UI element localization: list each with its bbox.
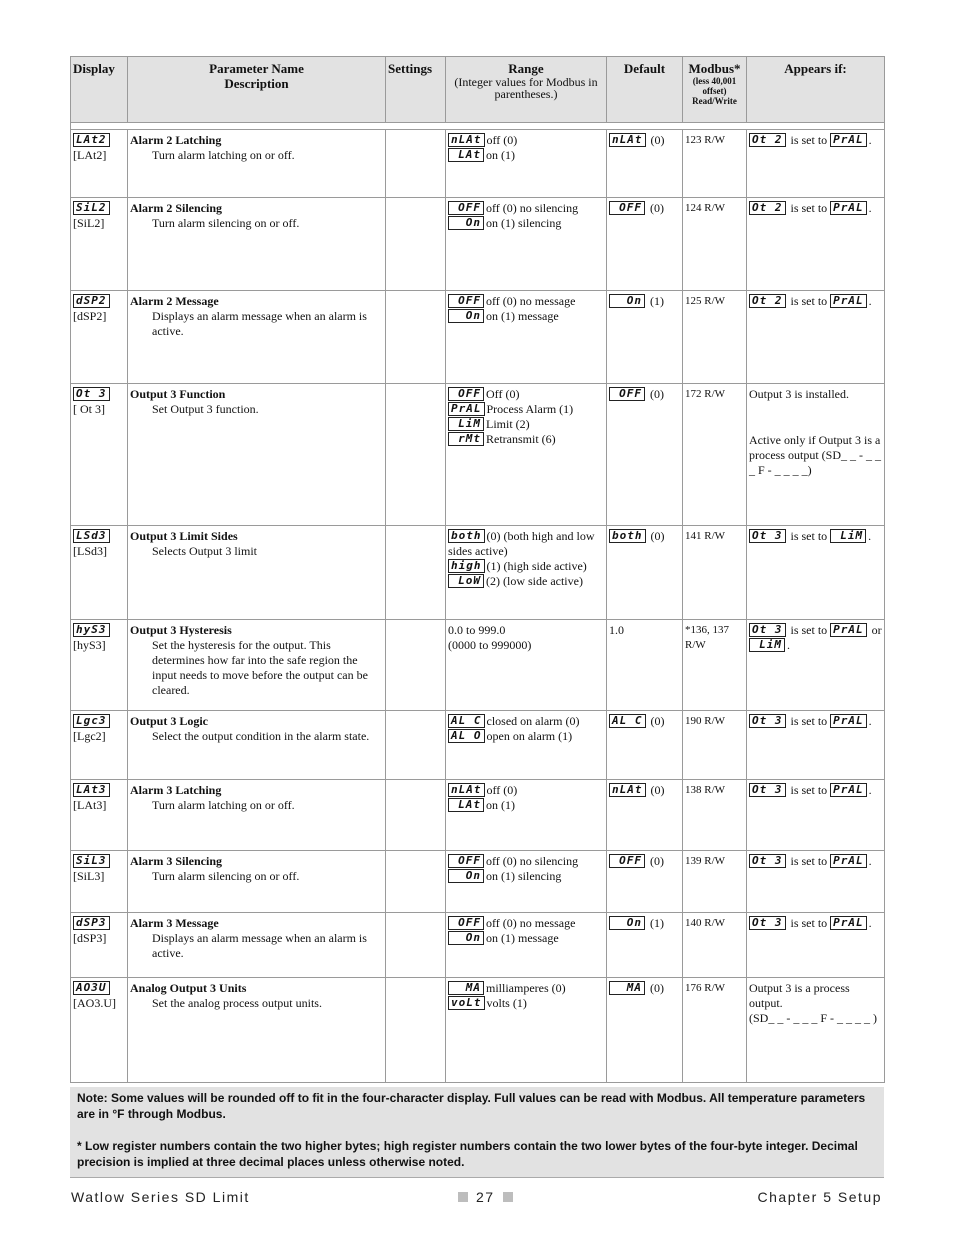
appears-text: Active only if Output 3 is a process output (SD_ _ - _ _ _ F - _ _ _ _) [749,433,881,477]
square-icon [503,1192,513,1202]
range-text: Limit (2) [486,417,530,431]
range-text: (1) (high side active) [486,559,587,573]
range-text: off (0) no message [486,294,576,308]
parameter-description: Displays an alarm message when an alarm is active. [152,309,367,338]
appears-end: . [868,294,872,308]
default-cell [607,780,683,851]
range-option [448,133,604,148]
display-code: dSP2 [73,294,110,308]
appears-code: LiM [830,529,866,543]
display-code: Ot 3 [73,387,110,401]
parameter-cell [128,384,386,526]
default-code: nLAt [609,783,646,797]
modbus-cell: 190 R/W [683,711,747,780]
default-code: On [609,294,645,308]
range-option [448,294,604,309]
header-range-sub: (Integer values for Modbus in parentheses.) [454,75,598,101]
default-text: (1) [650,916,664,930]
display-label: [AO3.U] [73,996,116,1010]
parameter-cell [128,130,386,198]
spacer-cell [71,123,885,130]
range-code: On [448,931,484,945]
appears-text: is set to [790,783,828,797]
appears-text: Output 3 is a process output. [749,981,850,1010]
appears-code: Ot 3 [749,916,786,930]
display-cell [71,978,128,1083]
default-text: (0) [650,529,665,543]
range-code: voLt [448,996,485,1010]
parameter-description: Turn alarm latching on or off. [152,148,295,162]
header-default: Default [607,57,683,123]
parameter-description: Selects Output 3 limit [152,544,257,558]
range-option [448,148,604,163]
parameter-description: Turn alarm silencing on or off. [152,869,300,883]
range-text: 0.0 to 999.0 [448,623,506,637]
range-option [448,417,604,432]
header-modbus-rw: Read/Write [692,96,737,106]
range-text: volts (1) [486,996,527,1010]
range-code: MA [448,981,484,995]
appears-code: Ot 3 [749,529,786,543]
settings-cell [386,620,446,711]
appears-text: is set to [790,916,828,930]
parameter-description: Select the output condition in the alarm state. [152,729,370,743]
table-row [71,198,885,291]
range-option [448,432,604,447]
modbus-cell: 172 R/W [683,384,747,526]
header-modbus-title: Modbus* [688,61,741,76]
display-label: [SiL2] [73,216,105,230]
appears-text: is set to [790,623,828,637]
range-code: PrAL [448,402,485,416]
parameter-cell [128,780,386,851]
settings-cell [386,291,446,384]
appears-code: PrAL [830,623,867,637]
default-text: (0) [650,133,665,147]
range-code: OFF [448,201,484,215]
appears-code: Ot 2 [749,201,786,215]
range-cell [446,291,607,384]
settings-cell [386,198,446,291]
settings-cell [386,780,446,851]
parameter-name: Output 3 Logic [130,714,209,728]
range-code: AL O [448,729,485,743]
header-parameter [128,57,386,123]
parameter-cell [128,978,386,1083]
display-cell [71,851,128,913]
range-code: high [448,559,485,573]
appears-text: is set to [790,714,828,728]
display-code: AO3U [73,981,110,995]
display-label: [hyS3] [73,638,106,652]
appears-code: PrAL [830,916,867,930]
settings-cell [386,130,446,198]
header-range-title: Range [508,61,544,76]
display-code: LAt3 [73,783,110,797]
display-code: SiL3 [73,854,110,868]
appears-code: PrAL [830,201,867,215]
range-cell [446,711,607,780]
default-cell [607,526,683,620]
appears-code: PrAL [830,854,867,868]
display-cell [71,711,128,780]
range-option [448,309,604,324]
default-text: (0) [650,854,664,868]
default-code: AL C [609,714,646,728]
appears-text: (SD_ _ - _ _ _ F - _ _ _ _ ) [749,1011,877,1025]
appears-cell [747,711,885,780]
header-modbus [683,57,747,123]
display-code: SiL2 [73,201,110,215]
range-cell [446,526,607,620]
appears-end: . [868,714,872,728]
range-code: both [448,529,485,543]
settings-cell [386,913,446,978]
table-header-row [71,57,885,123]
default-code: nLAt [609,133,646,147]
header-modbus-offset: (less 40,001 offset) [692,76,737,96]
range-text: Process Alarm (1) [486,402,574,416]
range-text: Off (0) [486,387,520,401]
range-code: LAt [448,798,484,812]
range-text: on (1) [486,798,515,812]
parameter-name: Output 3 Hysteresis [130,623,232,637]
display-label: [SiL3] [73,869,105,883]
default-text: (0) [650,783,665,797]
range-option [448,201,604,216]
default-cell [607,291,683,384]
range-code: OFF [448,387,484,401]
parameter-name: Alarm 3 Message [130,916,219,930]
appears-cell [747,198,885,291]
page-footer [70,1189,882,1209]
range-cell [446,384,607,526]
default-text: (0) [650,981,664,995]
appears-end: . [868,854,872,868]
modbus-cell: 140 R/W [683,913,747,978]
modbus-cell: 176 R/W [683,978,747,1083]
parameter-name: Alarm 2 Silencing [130,201,222,215]
note-rounding: Note: Some values will be rounded off to fit in the four-character display. Full values can be read with Modbus. All temperature parameters are in °F through Modbus. [77,1091,866,1121]
display-label: [LAt2] [73,148,107,162]
appears-cell [747,913,885,978]
parameter-name: Alarm 3 Silencing [130,854,222,868]
range-option [448,869,604,884]
settings-cell [386,384,446,526]
display-code: LSd3 [73,529,110,543]
header-range [446,57,607,123]
parameter-cell [128,851,386,913]
default-cell [607,711,683,780]
range-text: closed on alarm (0) [486,714,580,728]
default-code: OFF [609,387,645,401]
default-cell [607,913,683,978]
range-code: On [448,869,484,883]
range-text: on (1) message [486,309,559,323]
parameter-description: Set the analog process output units. [152,996,322,1010]
range-cell [446,780,607,851]
range-code: OFF [448,854,484,868]
appears-text: Output 3 is installed. [749,387,849,401]
header-parameter-desc: Description [224,76,289,91]
range-code: On [448,309,484,323]
table-body [71,123,885,1083]
default-code: OFF [609,201,645,215]
display-label: [LSd3] [73,544,107,558]
table-row [71,978,885,1083]
range-option [448,729,604,744]
range-text: off (0) [486,783,518,797]
default-cell [607,198,683,291]
display-code: dSP3 [73,916,110,930]
settings-cell [386,851,446,913]
appears-text: is set to [790,529,828,543]
range-code: OFF [448,294,484,308]
appears-code: Ot 3 [749,783,786,797]
table-row [71,130,885,198]
range-cell [446,851,607,913]
parameter-name: Analog Output 3 Units [130,981,247,995]
default-code: both [609,529,646,543]
display-cell [71,780,128,851]
range-code: LAt [448,148,484,162]
table-row [71,711,885,780]
range-text: (0000 to 999000) [448,638,532,652]
parameter-description: Turn alarm latching on or off. [152,798,295,812]
parameter-description: Displays an alarm message when an alarm is active. [152,931,367,960]
range-text: milliamperes (0) [486,981,566,995]
appears-cell [747,291,885,384]
appears-code: Ot 2 [749,133,786,147]
display-code: LAt2 [73,133,110,147]
modbus-cell: 141 R/W [683,526,747,620]
appears-cell [747,130,885,198]
parameter-name: Output 3 Limit Sides [130,529,238,543]
range-option [448,216,604,231]
header-parameter-name: Parameter Name [209,61,304,76]
table-row [71,780,885,851]
appears-code: PrAL [830,294,867,308]
default-cell [607,130,683,198]
range-text: (0) (both high and low sides active) [448,529,595,558]
appears-cell [747,620,885,711]
range-option [448,916,604,931]
range-cell [446,198,607,291]
table-row [71,620,885,711]
range-cell [446,130,607,198]
settings-cell [386,526,446,620]
range-text: on (1) silencing [486,869,562,883]
modbus-cell: 125 R/W [683,291,747,384]
note-register: * Low register numbers contain the two higher bytes; high register numbers contain the two lower bytes of the four-byte integer. Decimal precision is implied at three decimal places unless otherwise noted. [77,1139,858,1169]
appears-code: PrAL [830,783,867,797]
display-label: [Lgc2] [73,729,106,743]
parameter-cell [128,620,386,711]
range-code: OFF [448,916,484,930]
appears-end: . [868,916,872,930]
range-option [448,996,604,1011]
appears-end: . [868,783,872,797]
default-cell [607,851,683,913]
table-row [71,851,885,913]
parameter-cell [128,913,386,978]
range-cell [446,620,607,711]
range-code: LiM [448,417,484,431]
header-appears: Appears if: [747,57,885,123]
note-box [70,1087,884,1178]
range-code: nLAt [448,783,485,797]
range-code: nLAt [448,133,485,147]
default-text: (1) [650,294,664,308]
appears-text: is set to [790,133,828,147]
range-text: off (0) no message [486,916,576,930]
default-code: OFF [609,854,645,868]
parameter-table [70,56,885,1083]
default-text: (0) [650,201,664,215]
appears-end: . [787,638,790,652]
range-option [448,854,604,869]
range-option [448,981,604,996]
modbus-cell: *136, 137 R/W [683,620,747,711]
parameter-name: Alarm 3 Latching [130,783,222,797]
page-number: 27 [476,1189,495,1205]
appears-code: PrAL [830,133,867,147]
appears-cell [747,780,885,851]
appears-code: Ot 3 [749,714,786,728]
square-icon [458,1192,468,1202]
display-label: [dSP3] [73,931,107,945]
display-cell [71,620,128,711]
default-cell: 1.0 [607,620,683,711]
settings-cell [386,978,446,1083]
appears-code: Ot 2 [749,294,786,308]
appears-end: . [868,529,872,543]
modbus-cell: 139 R/W [683,851,747,913]
display-code: hyS3 [73,623,110,637]
appears-code: LiM [749,638,785,652]
default-text: (0) [650,714,665,728]
display-cell [71,913,128,978]
parameter-description: Turn alarm silencing on or off. [152,216,300,230]
default-cell [607,384,683,526]
range-text: on (1) message [486,931,559,945]
display-cell [71,130,128,198]
range-option [448,529,604,559]
range-option [448,387,604,402]
display-cell [71,384,128,526]
appears-end: . [868,133,872,147]
appears-text: is set to [790,854,828,868]
range-option [448,798,604,813]
range-code: LoW [448,574,484,588]
table-row [71,913,885,978]
range-text: off (0) no silencing [486,854,579,868]
range-text: open on alarm (1) [486,729,573,743]
range-option [448,559,604,574]
parameter-cell [128,291,386,384]
range-cell [446,913,607,978]
display-cell [71,291,128,384]
footer-title: Watlow Series SD Limit [71,1189,250,1205]
footer-page [450,1189,521,1205]
table-row [71,526,885,620]
parameter-cell [128,711,386,780]
default-code: MA [609,981,645,995]
appears-or: or [871,623,882,637]
parameter-name: Output 3 Function [130,387,226,401]
parameter-description: Set Output 3 function. [152,402,259,416]
appears-cell [747,526,885,620]
parameter-cell [128,526,386,620]
range-text: off (0) [486,133,518,147]
header-settings: Settings [386,57,446,123]
appears-end: . [868,201,872,215]
appears-cell [747,978,885,1083]
range-code: rMt [448,432,484,446]
range-option [448,574,604,589]
display-label: [ Ot 3] [73,402,105,416]
default-code: On [609,916,645,930]
default-cell [607,978,683,1083]
parameter-name: Alarm 2 Latching [130,133,222,147]
settings-cell [386,711,446,780]
parameter-cell [128,198,386,291]
range-text: on (1) silencing [486,216,562,230]
modbus-cell: 124 R/W [683,198,747,291]
appears-text: is set to [790,201,828,215]
display-cell [71,526,128,620]
range-text: (2) (low side active) [486,574,583,588]
appears-text: is set to [790,294,828,308]
range-code: AL C [448,714,485,728]
modbus-cell: 123 R/W [683,130,747,198]
table-row [71,291,885,384]
modbus-cell: 138 R/W [683,780,747,851]
range-option [448,402,604,417]
appears-cell [747,851,885,913]
parameter-name: Alarm 2 Message [130,294,219,308]
spacer-row [71,123,885,130]
range-cell [446,978,607,1083]
default-text: (0) [650,387,664,401]
display-code: Lgc3 [73,714,110,728]
range-option [448,783,604,798]
footer-chapter: Chapter 5 Setup [757,1189,882,1205]
appears-code: PrAL [830,714,867,728]
range-text: on (1) [486,148,515,162]
appears-code: Ot 3 [749,854,786,868]
range-code: On [448,216,484,230]
appears-cell [747,384,885,526]
range-text: Retransmit (6) [486,432,556,446]
appears-code: Ot 3 [749,623,786,637]
table-row [71,384,885,526]
display-label: [LAt3] [73,798,107,812]
parameter-description: Set the hysteresis for the output. This determines how far into the safe region the input needs to move before the output can be cleared. [152,638,368,697]
range-option [448,931,604,946]
display-cell [71,198,128,291]
display-label: [dSP2] [73,309,107,323]
range-option [448,714,604,729]
range-text: off (0) no silencing [486,201,579,215]
header-display: Display [71,57,128,123]
